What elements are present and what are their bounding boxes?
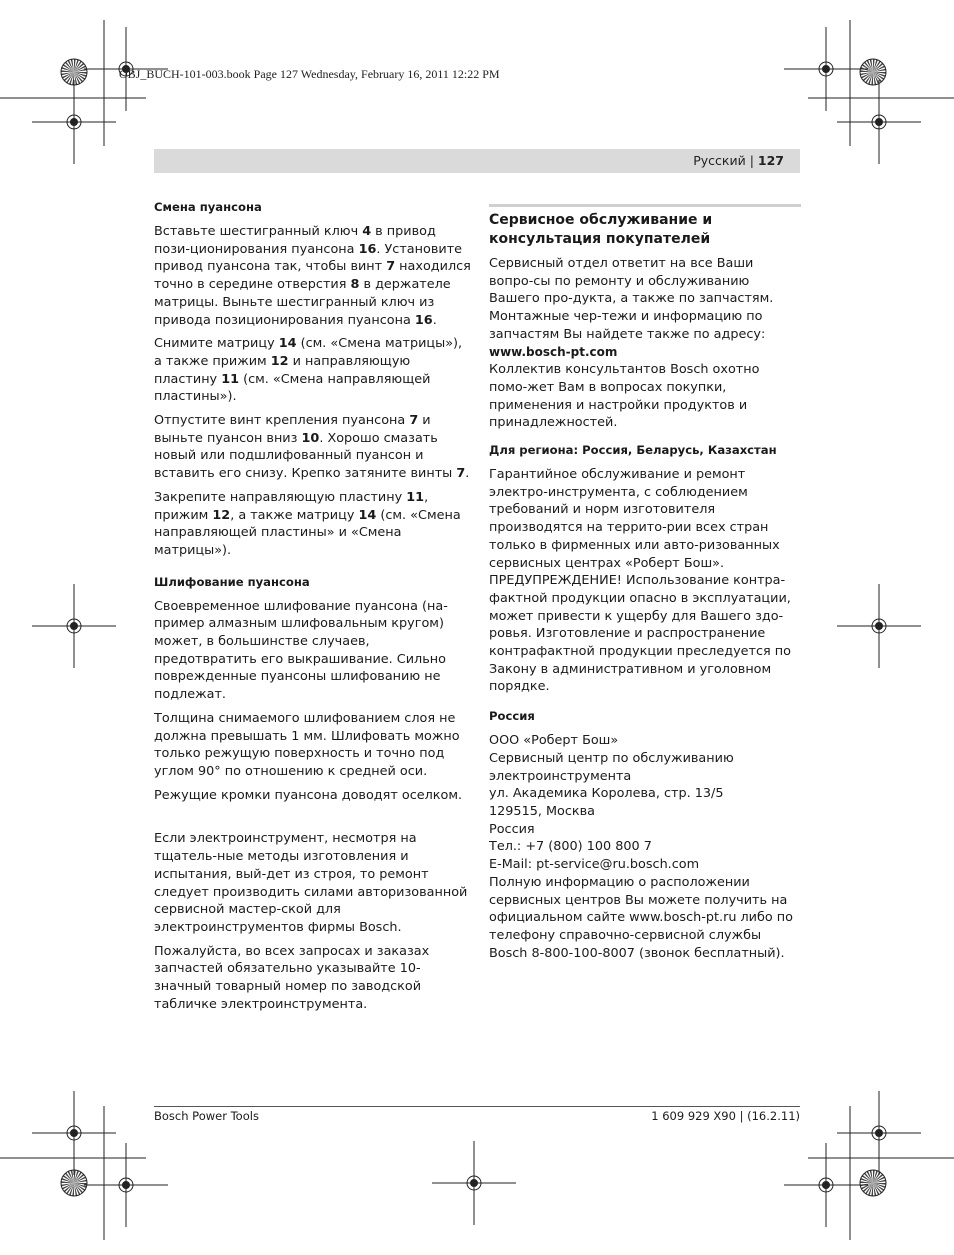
registration-crosshair xyxy=(837,584,921,668)
paragraph xyxy=(154,223,472,329)
text-run: Снимите матрицу xyxy=(154,336,279,352)
left-column xyxy=(154,199,472,1019)
address-block xyxy=(489,732,801,962)
address-line: ООО «Роберт Бош» xyxy=(489,733,619,749)
registration-crosshair xyxy=(784,1143,868,1227)
header-label xyxy=(693,153,784,168)
registration-wheel xyxy=(860,1170,886,1196)
ref-number: 8 xyxy=(350,277,360,293)
paragraph: Если электроинструмент, несмотря на тщатель-ные методы изготовления и испытания, вый-дет из строя, то ремонт следует производить силами авторизованной сервисной мастер-ской для электроинструментов фирмы Bosch. xyxy=(154,831,468,935)
ref-number: 7 xyxy=(386,259,396,275)
page-number: 127 xyxy=(757,153,784,168)
address-line: ул. Академика Королева, стр. 13/5 xyxy=(489,786,724,802)
text-run: . xyxy=(432,312,437,328)
paragraph: Толщина снимаемого шлифованием слоя не должна превышать 1 мм. Шлифовать можно только режущую поверхность и точно под углом 90° по отношению к средней оси. xyxy=(154,710,460,779)
text-run: в привод пози-ционирования пуансона xyxy=(154,224,436,257)
website-url: www.bosch-pt.com xyxy=(489,344,618,359)
paragraph: Пожалуйста, во всех запросах и заказах запчастей обязательно указывайте 10-значный товарный номер по заводской табличке электроинструмента. xyxy=(154,943,430,1012)
section-title-punch-change: Смена пуансона xyxy=(154,200,262,214)
footer-rule xyxy=(154,1106,800,1107)
footer-brand: Bosch Power Tools xyxy=(154,1109,259,1123)
paragraph: Сервисный отдел ответит на все Ваши вопро-сы по ремонту и обслуживанию Вашего про-дукта, а также по запчастям. Монтажные чер-тежи и информацию по запчастям Вы найдете также по адресу: xyxy=(489,256,774,342)
address-line: 129515, Москва xyxy=(489,803,596,819)
registration-crosshair xyxy=(84,1143,168,1227)
text-run: (см. «Смена направляющей пластины»). xyxy=(154,371,431,405)
registration-crosshair xyxy=(32,80,116,164)
ref-number: 10 xyxy=(301,430,320,446)
paragraph: Своевременное шлифование пуансона (на-пример алмазным шлифовальным кругом) может, в большинстве случаев, предотвратить его выкрашивание. Сильно поврежденные пуансоны шлифованию не подлежат. xyxy=(154,598,448,703)
paragraph: Режущие кромки пуансона доводят оселком. xyxy=(154,787,463,803)
ref-number: 16 xyxy=(358,241,377,257)
ref-number: 14 xyxy=(358,507,377,523)
paragraph xyxy=(154,335,472,406)
paragraph: Гарантийное обслуживание и ремонт электро-инструмента, с соблюдением требований и норм изготовителя производятся на террито-рии всех стран только в фирменных или авто-ризованных сервисных центрах «Роберт Бош». ПРЕДУПРЕЖДЕНИЕ! Использование контра-фактной продукции опасно в эксплуатации, может привести к ущербу для Вашего здо-ровья. Изготовление и распространение контрафактной продукции преследуется по Закону в административном и уголовном порядке. xyxy=(489,467,791,695)
text-run: (см. «Смена матрицы»), а также прижим xyxy=(154,336,463,369)
ref-number: 4 xyxy=(362,224,372,239)
page-header xyxy=(154,149,800,173)
text-run: и выньте пуансон вниз xyxy=(154,413,431,446)
ref-number: 7 xyxy=(409,413,419,429)
section-heading-service: Сервисное обслуживание и консультация покупателей xyxy=(489,212,713,247)
ref-number: 11 xyxy=(221,371,240,387)
address-line: Россия xyxy=(489,821,535,837)
text-run: находился точно в середине отверстия xyxy=(154,259,471,293)
text-run: Вставьте шестигранный ключ xyxy=(154,224,363,239)
header-language: Русский xyxy=(693,153,746,168)
registration-crosshair xyxy=(32,584,116,668)
text-run: Отпустите винт крепления пуансона xyxy=(154,413,410,429)
text-run: . Хорошо смазать новый или подшлифованный пуансон и вставить его снизу. Крепко затяните винты xyxy=(154,430,457,482)
registration-crosshair xyxy=(32,1091,116,1175)
text-run: , прижим xyxy=(154,489,429,523)
text-run: (см. «Смена направляющей пластины» и «Смена матрицы»). xyxy=(154,507,461,558)
ref-number: 14 xyxy=(278,336,297,352)
text-run: и направляющую пластину xyxy=(154,353,411,387)
footer-doc-number: 1 609 929 X90 | (16.2.11) xyxy=(651,1109,800,1123)
email-line: E-Mail: pt-service@ru.bosch.com xyxy=(489,857,700,873)
paragraph: Коллектив консультантов Bosch охотно помо-жет Вам в вопросах покупки, применения и настройки продуктов и принадлежностей. xyxy=(489,362,760,431)
paragraph xyxy=(154,489,472,560)
text-run: Закрепите направляющую пластину xyxy=(154,489,407,505)
registration-wheel xyxy=(860,59,886,85)
section-heading-rule xyxy=(489,204,801,249)
ref-number: 12 xyxy=(270,353,289,369)
paragraph xyxy=(154,412,472,483)
ref-number: 16 xyxy=(414,312,433,328)
text-run: . Установите привод пуансона так, чтобы винт xyxy=(154,241,463,275)
region-title: Для региона: Россия, Беларусь, Казахстан xyxy=(489,443,777,458)
russia-title: Россия xyxy=(489,709,535,724)
print-meta-line: OBJ_BUCH-101-003.book Page 127 Wednesday, February 16, 2011 12:22 PM xyxy=(119,67,500,81)
registration-crosshair xyxy=(432,1141,516,1225)
right-column xyxy=(489,204,801,962)
ref-number: 11 xyxy=(406,489,425,505)
text-run: . xyxy=(465,466,470,482)
address-line: Полную информацию о расположении сервисных центров Вы можете получить на официальном сайте www.bosch-pt.ru либо по телефону справочно-сервисной службы Bosch 8-800-100-8007 (звонок бесплатный). xyxy=(489,874,793,961)
ref-number: 12 xyxy=(212,507,231,523)
header-separator: | xyxy=(749,153,754,168)
text-run: , а также матрицу xyxy=(230,507,359,523)
address-line: Сервисный центр по обслуживанию электроинструмента xyxy=(489,750,734,784)
phone-line: Тел.: +7 (800) 100 800 7 xyxy=(489,839,652,855)
ref-number: 7 xyxy=(456,466,466,482)
section-title-punch-grinding: Шлифование пуансона xyxy=(154,574,310,589)
text-run: в держателе матрицы. Выньте шестигранный ключ из привода позиционирования пуансона xyxy=(154,277,451,328)
